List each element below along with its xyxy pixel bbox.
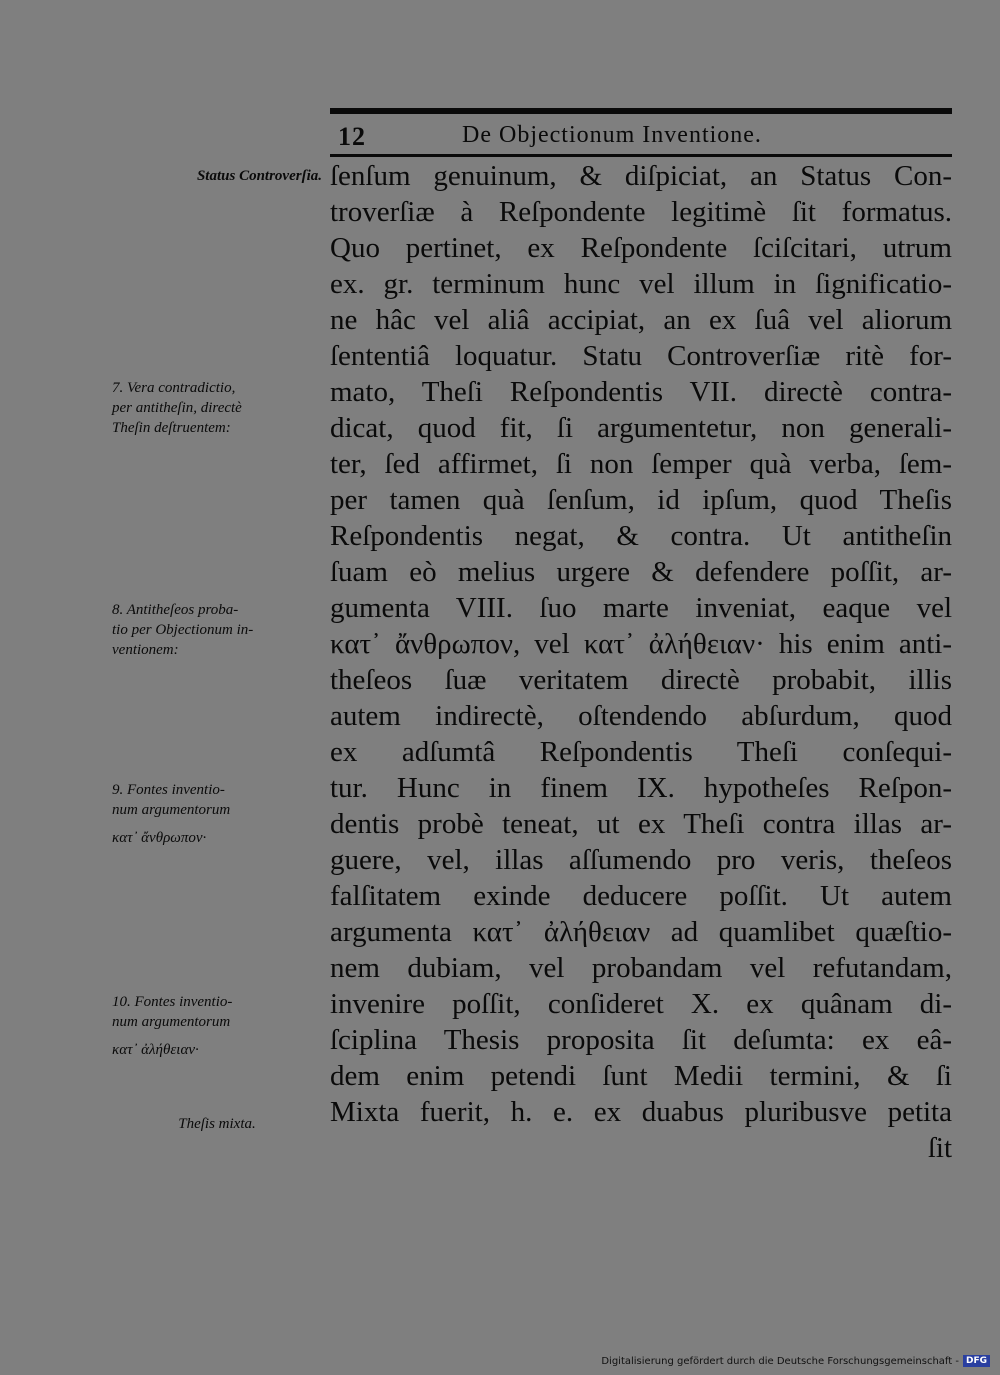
body-line: ex. gr. terminum hunc vel illum in ſignificatio- — [330, 268, 952, 300]
body-line: tur. Hunc in finem IX. hypotheſes Reſpon- — [330, 772, 952, 804]
marginal-note-line: 9. Fontes inventio- — [112, 782, 225, 798]
body-line: dem enim petendi ſunt Medii termini, & ſi — [330, 1060, 952, 1092]
body-line: troverſiæ à Reſpondente legitimè ſit formatus. — [330, 196, 952, 228]
marginal-note-line: 10. Fontes inventio- — [112, 994, 233, 1010]
body-line: ſuam eò melius urgere & defendere poſſit, ar- — [330, 556, 952, 588]
page-header — [330, 118, 952, 154]
body-line: ſciplina Thesis proposita ſit deſumta: ex eâ- — [330, 1024, 952, 1056]
body-line: κατ᾽ ἄνθρωπον, vel κατ᾽ ἀλήθειαν· his enim anti- — [330, 628, 952, 660]
catchword: ſit — [927, 1132, 952, 1164]
body-line: Quo pertinet, ex Reſpondente ſciſcitari, utrum — [330, 232, 952, 264]
body-line: nem dubiam, vel probandam vel refutandam, — [330, 952, 952, 984]
marginal-note-line: Theſin deſtruentem: — [112, 420, 231, 436]
body-line: mato, Theſi Reſpondentis VII. directè contra- — [330, 376, 952, 408]
marginal-note-10 — [112, 992, 322, 1060]
body-line: dentis probè teneat, ut ex Theſi contra illas ar- — [330, 808, 952, 840]
dfg-logo: DFG — [963, 1355, 990, 1367]
header-bottom-rule — [330, 154, 952, 157]
marginal-note-8 — [112, 600, 322, 660]
marginal-note-7 — [112, 378, 322, 438]
body-line: argumenta κατ᾽ ἀλήθειαν ad quamlibet quæſtio- — [330, 916, 952, 948]
marginal-note-line: κατ᾽ ἄνθρωπον· — [112, 830, 207, 846]
body-line: gumenta VIII. ſuo marte inveniat, eaque vel — [330, 592, 952, 624]
body-line: ſententiâ loquatur. Statu Controverſiæ ritè for- — [330, 340, 952, 372]
footer-text: Digitalisierung gefördert durch die Deutsche Forschungsgemeinschaft - — [601, 1355, 959, 1367]
marginal-note-line: Theſis mixta. — [178, 1116, 256, 1132]
marginal-note-thesis-mixta — [112, 1114, 322, 1134]
body-line: ter, ſed affirmet, ſi non ſemper quà verba, ſem- — [330, 448, 952, 480]
body-line: theſeos ſuæ veritatem directè probabit, illis — [330, 664, 952, 696]
marginal-note-line: num argumentorum — [112, 802, 231, 818]
body-line: ſenſum genuinum, & diſpiciat, an Status Con- — [330, 160, 952, 192]
header-top-rule — [330, 108, 952, 114]
body-line: Reſpondentis negat, & contra. Ut antitheſin — [330, 520, 952, 552]
marginal-note-line: tio per Objectionum in- — [112, 622, 254, 638]
marginal-note-line: 8. Antitheſeos proba- — [112, 602, 239, 618]
body-line: invenire poſſit, conſideret X. ex quânam di- — [330, 988, 952, 1020]
body-line: dicat, quod fit, ſi argumentetur, non generali- — [330, 412, 952, 444]
marginal-note-line: num argumentorum — [112, 1014, 231, 1030]
body-line: ne hâc vel aliâ accipiat, an ex ſuâ vel aliorum — [330, 304, 952, 336]
running-head: De Objectionum Inventione. — [462, 122, 762, 148]
body-line: Mixta fuerit, h. e. ex duabus pluribusve petita — [330, 1096, 952, 1128]
body-line: ex adſumtâ Reſpondentis Theſi conſequi- — [330, 736, 952, 768]
marginal-note-line: per antitheſin, directè — [112, 400, 242, 416]
body-line: per tamen quà ſenſum, id ipſum, quod Theſis — [330, 484, 952, 516]
marginal-note-status — [112, 166, 322, 186]
digitization-footer — [601, 1355, 990, 1367]
marginal-note-9 — [112, 780, 322, 848]
body-line: autem indirectè, oſtendendo abſurdum, quod — [330, 700, 952, 732]
marginal-note-line: Status Controverſia. — [196, 168, 322, 184]
body-text — [330, 158, 952, 1166]
body-line: guere, vel, illas aſſumendo pro veris, theſeos — [330, 844, 952, 876]
marginal-note-line: 7. Vera contradictio, — [112, 380, 236, 396]
marginal-note-line: κατ᾽ ἀλήθειαν· — [112, 1042, 199, 1058]
marginal-note-line: ventionem: — [112, 642, 179, 658]
body-line: falſitatem exinde deducere poſſit. Ut autem — [330, 880, 952, 912]
page-number: 12 — [338, 122, 366, 151]
